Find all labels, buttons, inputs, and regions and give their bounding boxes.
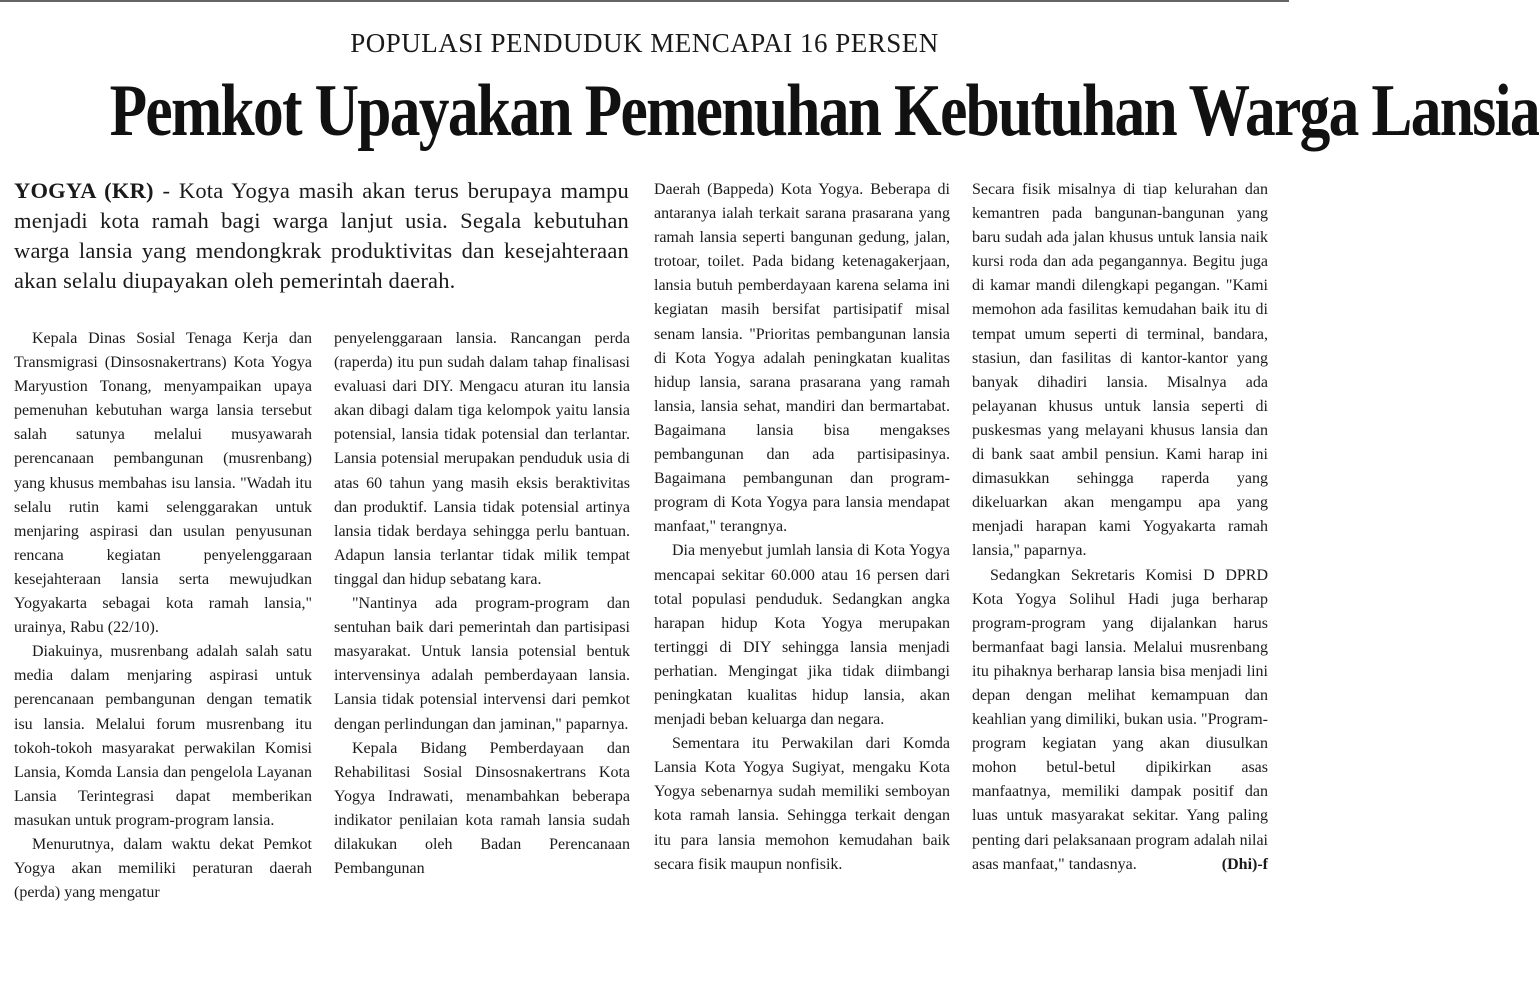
paragraph: "Nantinya ada program-program dan sentuhan baik dari pemerintah dan partisipasi masyarakat. Untuk lansia potensial bentuk intervensinya adalah pemberdayaan lansia. Lansia tidak potensial intervensi dari pemkot dengan perlindungan dan jaminan," paparnya. (334, 595, 630, 733)
paragraph: Menurutnya, dalam waktu dekat Pemkot Yogya akan memiliki peraturan daerah (perda) yang mengatur (14, 835, 312, 902)
paragraph: Kepala Dinas Sosial Tenaga Kerja dan Transmigrasi (Dinsosnakertrans) Kota Yogya Maryustion Tonang, menyampaikan upaya pemenuhan kebutuhan warga lansia tersebut salah satunya melalui musyawarah perencanaan pembangunan (musrenbang) yang khusus membahas isu lansia. "Wadah itu selalu rutin kami selenggarakan untuk menjaring aspirasi dan usulan penyusunan rencana kegiatan penyelenggaraan kesejahteraan lansia serta mewujudkan Yogyakarta sebagai kota ramah lansia," urainya, Rabu (22/10). (14, 330, 312, 637)
article-column-3 (654, 178, 950, 877)
top-rule (0, 0, 1289, 2)
article-column-1 (14, 327, 312, 905)
paragraph (972, 564, 1268, 877)
paragraph-text: Sedangkan Sekretaris Komisi D DPRD Kota Yogya Solihul Hadi juga berharap program-program yang dijalankan harus bermanfaat bagi lansia. Melalui musrenbang itu pihaknya berharap lansia bisa menjadi lini depan dengan melihat kemampuan dan keahlian yang dimiliki, bukan usia. "Program-program kegiatan yang akan diusulkan mohon betul-betul dipikirkan asas manfaatnya, memiliki dampak positif dan luas untuk masyarakat sekitar. Yang paling penting dari pelaksanaan program adalah nilai asas manfaat," tandasnya. (972, 566, 1268, 873)
kicker-headline: POPULASI PENDUDUK MENCAPAI 16 PERSEN (350, 28, 939, 58)
article-column-2 (334, 327, 630, 881)
paragraph: Dia menyebut jumlah lansia di Kota Yogya mencapai sekitar 60.000 atau 16 persen dari total populasi penduduk. Sedangkan angka harapan hidup Kota Yogya merupakan tertinggi di DIY sehingga lansia menjadi perhatian. Mengingat jika tidak diimbangi peningkatan kualitas hidup lansia, akan menjadi beban keluarga dan negara. (654, 542, 950, 729)
paragraph: Diakuinya, musrenbang adalah salah satu media dalam menjaring aspirasi untuk perencanaan pembangunan dengan tematik isu lansia. Melalui forum musrenbang itu tokoh-tokoh masyarakat perwakilan Komisi Lansia, Komda Lansia dan pengelola Layanan Lansia Terintegrasi dapat memberikan masukan untuk program-program lansia. (14, 643, 312, 829)
lede-paragraph (14, 176, 629, 296)
paragraph: penyelenggaraan lansia. Rancangan perda (raperda) itu pun sudah dalam tahap finalisasi evaluasi dari DIY. Mengacu aturan itu lansia akan dibagi dalam tiga kelompok yaitu lansia potensial, lansia tidak potensial dan terlantar. Lansia potensial merupakan penduduk usia di atas 60 tahun yang masih eksis beraktivitas dan produktif. Lansia tidak potensial artinya lansia tidak berdaya sehingga perlu bantuan. Adapun lansia terlantar tidak milik tempat tinggal dan hidup sebatang kara. (334, 330, 630, 588)
article-column-4 (972, 178, 1268, 877)
paragraph: Secara fisik misalnya di tiap kelurahan dan kemantren pada bangunan-bangunan yang baru sudah ada jalan khusus untuk lansia naik kursi roda dan ada pegangannya. Begitu juga di kamar mandi dilengkapi pegangan. "Kami memohon ada fasilitas kemudahan baik itu di tempat umum seperti di terminal, bandara, stasiun, dan fasilitas di kantor-kantor yang banyak dihadiri lansia. Misalnya ada pelayanan khusus untuk lansia seperti di puskesmas yang melayani khusus lansia dan di bank saat ambil pensiun. Kami harap ini dimasukkan sehingga raperda yang dikeluarkan akan mengampu apa yang menjadi harapan kami Yogyakarta ramah lansia," paparnya. (972, 181, 1268, 560)
lede-text: - Kota Yogya masih akan terus berupaya mampu menjadi kota ramah bagi warga lanjut usia. Segala kebutuhan warga lansia yang mendongkrak produktivitas dan kesejahteraan akan selalu diupayakan oleh pemerintah daerah. (14, 178, 629, 293)
dateline: YOGYA (KR) (14, 178, 154, 203)
paragraph: Daerah (Bappeda) Kota Yogya. Beberapa di antaranya ialah terkait sarana prasarana yang ramah lansia seperti bangunan gedung, jalan, trotoar, toilet. Pada bidang ketenagakerjaan, lansia butuh pemberdayaan karena selama ini kegiatan masih bersifat partisipatif misal senam lansia. "Prioritas pembangunan lansia di Kota Yogya adalah peningkatan kualitas hidup lansia, sarana prasarana yang ramah lansia, lansia sehat, mandiri dan bermartabat. Bagaimana lansia bisa mengakses pembangunan dan ada partisipasinya. Bagaimana pembangunan dan program-program di Kota Yogya para lansia mendapat manfaat," terangnya. (654, 181, 950, 536)
paragraph: Kepala Bidang Pemberdayaan dan Rehabilitasi Sosial Dinsosnakertrans Kota Yogya Indrawati, menambahkan beberapa indikator penilaian kota ramah lansia sudah dilakukan oleh Badan Perencanaan Pembangunan (334, 739, 630, 878)
main-headline: Pemkot Upayakan Pemenuhan Kebutuhan Warga Lansia (109, 70, 1539, 152)
author-signature: (Dhi)-f (1221, 855, 1268, 873)
paragraph: Sementara itu Perwakilan dari Komda Lansia Kota Yogya Sugiyat, mengaku Kota Yogya sebenarnya sudah memiliki semboyan kota ramah lansia. Sehingga terkait dengan itu para lansia memohon kemudahan baik secara fisik maupun nonfisik. (654, 735, 950, 873)
